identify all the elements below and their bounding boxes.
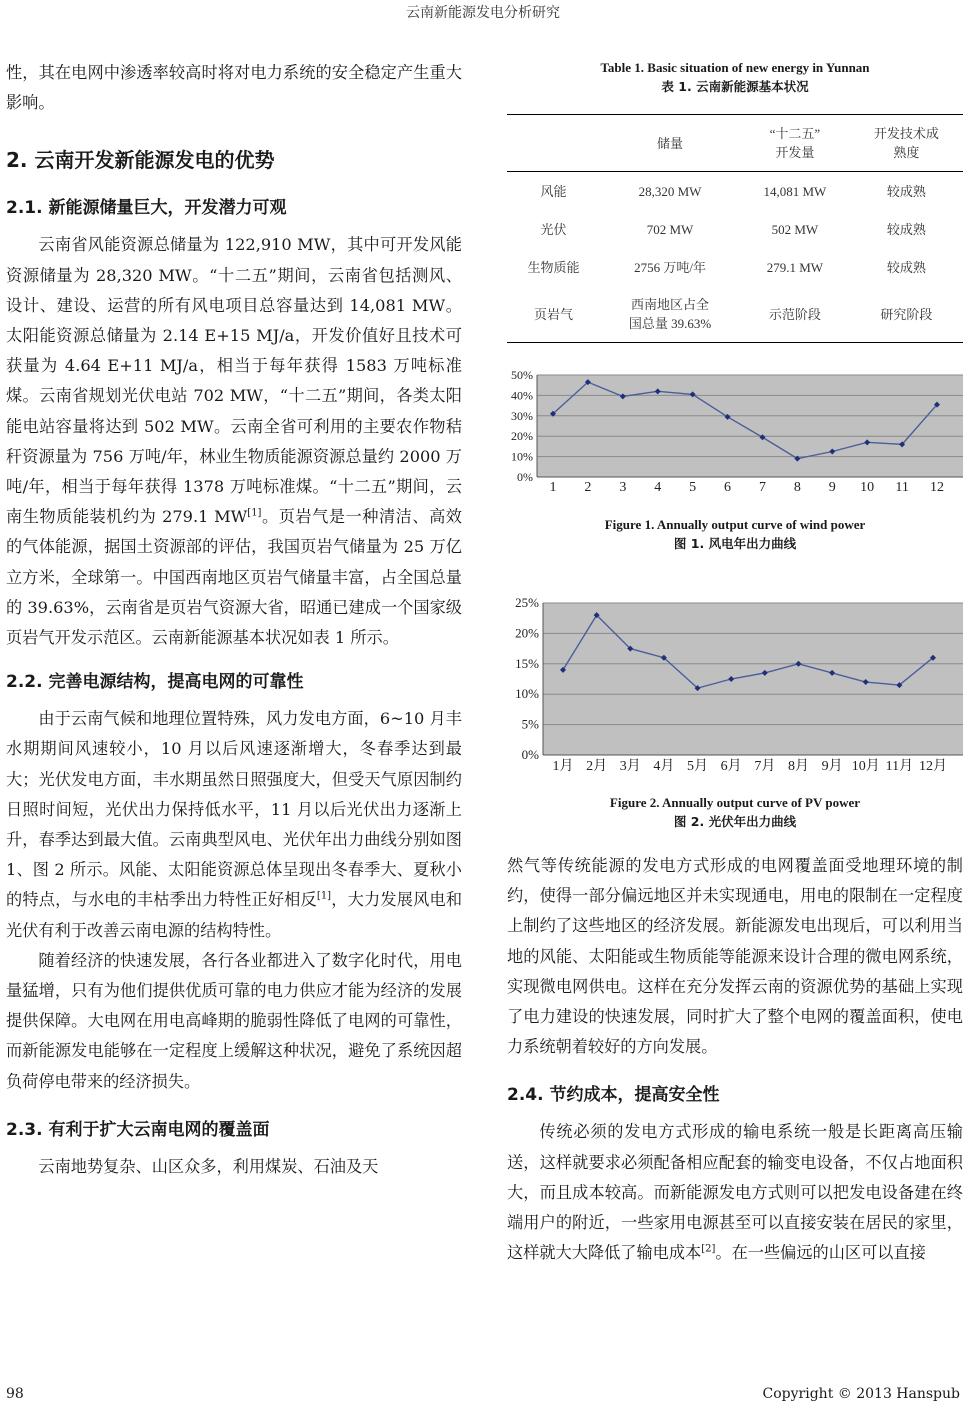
paragraph-continued: 性，其在电网中渗透率较高时将对电力系统的安全稳定产生重大影响。: [6, 63, 462, 113]
subsection-heading-2-2: 2.2. 完善电源结构，提高电网的可靠性: [6, 672, 304, 693]
subsection-heading-2-1: 2.1. 新能源储量巨大，开发潜力可观: [6, 198, 287, 219]
y-tick-label: 30%: [511, 408, 533, 423]
plot-area: [543, 603, 963, 755]
x-tick-label: 1: [549, 480, 557, 495]
table-cell: 502 MW: [771, 221, 819, 237]
paragraph-2-1: [6, 230, 462, 653]
y-tick-label: 0%: [521, 747, 539, 762]
x-tick-label: 8: [793, 480, 801, 495]
table-header-cell: 储量: [657, 135, 684, 151]
paragraph-2-2-b: 随着经济的快速发展，各行各业都进入了数字化时代，用电量猛增，只有为他们提供优质可靠的电力供应才能为经济的发展提供保障。大电网在用电高峰期的脆弱性降低了电网的可靠性，而新能源发电能够在一定程度上缓解这种状况，避免了系统因超负荷停电带来的经济损失。: [6, 950, 462, 1091]
pv-output-chart: [507, 573, 963, 779]
table-cell: 14,081 MW: [763, 183, 827, 199]
paragraph-2-4: [507, 1117, 963, 1268]
x-tick-label: 10月: [851, 759, 880, 774]
table-cell: 光伏: [540, 221, 567, 237]
table-cell: 较成熟: [886, 221, 926, 237]
table-header-cell: “十二五” 开发量: [769, 126, 821, 160]
table-header-cell: 开发技术成 熟度: [873, 126, 939, 160]
y-tick-label: 10%: [511, 449, 533, 464]
y-tick-label: 50%: [511, 368, 533, 382]
x-tick-label: 7月: [754, 759, 776, 774]
y-tick-label: 15%: [515, 655, 539, 671]
y-tick-label: 20%: [515, 625, 539, 641]
paragraph-text: 。页岩气是一种清洁、高效的气体能源，据国土资源部的评估，我国页岩气储量为 25 万亿立方米，全球第一。中国西南地区页岩气储量丰富，占全国总量的 39.63%，云南省是页岩气资源大省，昭通已建成一个国家级页岩气开发示范区。云南新能源基本状况如表 1 所示。: [6, 507, 462, 648]
y-tick-label: 10%: [515, 686, 539, 702]
right-column: [507, 58, 963, 1268]
table-cell: 702 MW: [646, 221, 694, 237]
x-tick-label: 4月: [653, 759, 675, 774]
x-tick-label: 7: [758, 480, 766, 495]
table-row: [507, 286, 963, 343]
figure2-caption-en: Figure 2. Annually output curve of PV power: [609, 795, 861, 810]
figure1-caption-en: Figure 1. Annually output curve of wind power: [604, 517, 866, 532]
x-tick-label: 6: [724, 480, 732, 495]
table-cell: 页岩气: [534, 306, 574, 322]
left-column: [6, 58, 462, 1182]
x-tick-label: 9月: [821, 759, 843, 774]
table-cell: 28,320 MW: [638, 183, 702, 199]
paragraph-2-3-a: 云南地势复杂、山区众多，利用煤炭、石油及天: [38, 1156, 379, 1176]
x-tick-label: 11月: [885, 759, 914, 774]
table-header-row: [507, 115, 963, 172]
paragraph-text: 由于云南气候和地理位置特殊，风力发电方面，6~10 月丰水期期间风速较小，10 月以后风速逐渐增大，冬春季达到最大；光伏发电方面，丰水期虽然日照强度大，但受天气原因制约日照时间短，光伏出力保持低水平，11 月以后光伏出力逐渐上升，春季达到最大值。云南典型风电、光伏年出力曲线分别如图 1、图 2 所示。风能、太阳能资源总体呈现出冬春季大、夏秋小的特点，与水电的丰枯季出力特性正好相反: [6, 709, 462, 910]
x-tick-label: 1月: [552, 759, 574, 774]
table-cell: 风能: [540, 183, 567, 199]
paragraph-text: ，大力发展风电和光伏有利于改善云南电源的结构特性。: [6, 890, 463, 940]
table-header-cell: [507, 115, 600, 172]
x-tick-label: 11: [895, 480, 909, 495]
x-tick-label: 2: [584, 480, 592, 495]
section-heading-2: 2. 云南开发新能源发电的优势: [6, 148, 275, 173]
subsection-heading-2-4: 2.4. 节约成本，提高安全性: [507, 1085, 720, 1106]
x-tick-label: 3: [619, 480, 627, 495]
x-tick-label: 2月: [586, 759, 608, 774]
paragraph-2-2-a: [6, 704, 462, 946]
y-tick-label: 20%: [511, 429, 533, 444]
table-row: [507, 172, 963, 211]
y-tick-label: 40%: [511, 388, 533, 403]
table-caption-en: Table 1. Basic situation of new energy in Yunnan: [600, 60, 870, 75]
new-energy-table: [507, 114, 963, 343]
x-tick-label: 5: [689, 480, 697, 495]
page-number: 98: [6, 1386, 24, 1402]
paragraph-text: 云南省风能资源总储量为 122,910 MW，其中可开发风能资源储量为 28,320 MW。“十二五”期间，云南省包括测风、设计、建设、运营的所有风电项目总容量达到 14,081 MW。太阳能资源总储量为 2.14 E+15 MJ/a，开发价值好且技术可获量为 4.64 E+11 MJ/a，相当于每年获得 1583 万吨标准煤。云南省规划光伏电站 702 MW，“十二五”期间，各类太阳能电站容量将达到 502 MW。云南全省可利用的主要农作物秸秆资源量为 756 万吨/年，林业生物质能源资源总量约 2000 万吨/年，相当于每年获得 1378 万吨标准煤。“十二五”期间，云南生物质能装机约为 279.1 MW: [6, 235, 462, 527]
pv-chart-svg: [507, 573, 963, 779]
x-tick-label: 8月: [787, 759, 809, 774]
paragraph-text: 传统必须的发电方式形成的输电系统一般是长距离高压输送，这样就要求必须配备相应配套的输变电设备，不仅占地面积大，而且成本较高。而新能源发电方式则可以把发电设备建在终端用户的附近，一些家用电源甚至可以直接安装在居民的家里，这样就大大降低了输电成本: [507, 1122, 963, 1263]
figure1-caption-zh: 图 1. 风电年出力曲线: [673, 536, 797, 551]
table-cell: 2756 万吨/年: [634, 259, 706, 275]
y-tick-label: 0%: [517, 470, 533, 484]
table-row: [507, 248, 963, 286]
table-row: [507, 210, 963, 248]
table-cell: 较成熟: [886, 259, 926, 275]
running-head: 云南新能源发电分析研究: [406, 5, 560, 21]
plot-area: [537, 375, 963, 477]
y-tick-label: 25%: [515, 595, 539, 610]
citation-ref[interactable]: [1]: [247, 507, 262, 519]
paragraph-2-3-b: 然气等传统能源的发电方式形成的电网覆盖面受地理环境的制约，使得一部分偏远地区并未实现通电，用电的限制在一定程度上制约了这些地区的经济发展。新能源发电出现后，可以利用当地的风能、太阳能或生物质能等能源来设计合理的微电网系统，实现微电网供电。这样在充分发挥云南的资源优势的基础上实现了电力建设的快速发展，同时扩大了整个电网的覆盖面积，使电力系统朝着较好的方向发展。: [507, 856, 963, 1057]
x-tick-label: 12月: [919, 759, 947, 774]
copyright: Copyright © 2013 Hanspub: [762, 1386, 960, 1402]
table-cell: 西南地区占全 国总量 39.63%: [628, 297, 712, 331]
y-tick-label: 5%: [521, 716, 539, 732]
table-cell: 研究阶段: [880, 306, 933, 322]
figure2-caption-zh: 图 2. 光伏年出力曲线: [673, 814, 797, 829]
x-tick-label: 12: [930, 480, 944, 495]
citation-ref[interactable]: [2]: [701, 1243, 716, 1255]
table-cell: 279.1 MW: [766, 259, 824, 275]
table-cell: 示范阶段: [768, 306, 821, 322]
table-cell: 较成熟: [886, 183, 926, 199]
x-tick-label: 9: [828, 480, 836, 495]
x-tick-label: 3月: [619, 759, 641, 774]
table-caption-zh: 表 1. 云南新能源基本状况: [661, 79, 809, 94]
x-tick-label: 6月: [720, 759, 742, 774]
paragraph-text: 。在一些偏远的山区可以直接: [715, 1243, 926, 1263]
citation-ref[interactable]: [1]: [316, 891, 332, 903]
subsection-heading-2-3: 2.3. 有利于扩大云南电网的覆盖面: [6, 1119, 270, 1140]
table-cell: 生物质能: [527, 259, 580, 275]
x-tick-label: 10: [860, 480, 875, 495]
x-tick-label: 5月: [687, 759, 709, 774]
wind-chart-svg: [507, 365, 963, 501]
x-tick-label: 4: [654, 480, 662, 495]
wind-output-chart: [507, 365, 963, 501]
